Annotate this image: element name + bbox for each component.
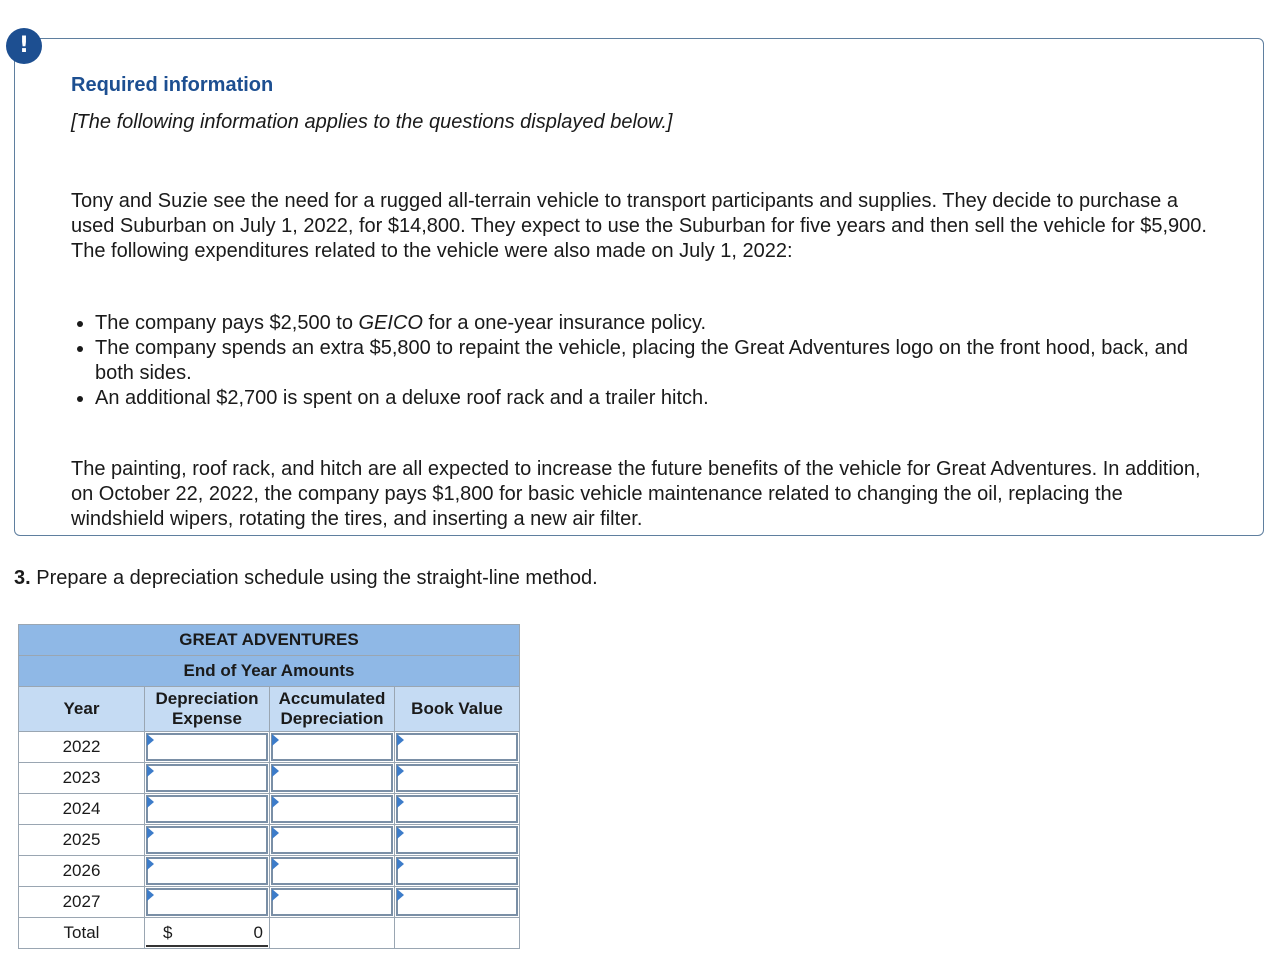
dep-expense-input-2027[interactable] (146, 888, 268, 916)
col-header-book-value: Book Value (395, 687, 520, 732)
table-row (19, 732, 520, 763)
scenario-paragraph-2: The painting, roof rack, and hitch are all expected to increase the future benefits of the vehicle for Great Adventures. In addition, on October 22, 2022, the company pays $1,800 for basic vehicle maintenance related to changing the oil, replacing the windshield wipers, rotating the tires, and inserting a new air filter. (71, 458, 1201, 530)
book-value-input-2025[interactable] (396, 826, 518, 854)
dep-expense-input-2022[interactable] (146, 733, 268, 761)
cell-marker-icon (147, 827, 154, 839)
year-cell: 2023 (19, 763, 145, 794)
col-header-year: Year (19, 687, 145, 732)
cell-marker-icon (272, 765, 279, 777)
dep-expense-input-2023[interactable] (146, 764, 268, 792)
cell-marker-icon (272, 734, 279, 746)
total-value: 0 (253, 923, 263, 942)
table-company-header: GREAT ADVENTURES (19, 625, 520, 656)
cell-marker-icon (272, 858, 279, 870)
required-info-subtitle: [The following information applies to the questions displayed below.] (71, 111, 673, 133)
required-information-box (14, 38, 1264, 536)
total-label: Total (19, 918, 145, 949)
cell-marker-icon (397, 858, 404, 870)
cell-marker-icon (397, 827, 404, 839)
accum-dep-input-2024[interactable] (271, 795, 393, 823)
required-info-title: Required information (71, 74, 274, 96)
year-cell: 2024 (19, 794, 145, 825)
book-value-input-2023[interactable] (396, 764, 518, 792)
dep-expense-input-2026[interactable] (146, 857, 268, 885)
total-accum-empty (270, 918, 395, 949)
cell-marker-icon (397, 796, 404, 808)
table-subtitle-header: End of Year Amounts (19, 656, 520, 687)
cell-marker-icon (272, 889, 279, 901)
year-cell: 2022 (19, 732, 145, 763)
list-item: • An additional $2,700 is spent on a deluxe roof rack and a trailer hitch. (95, 386, 1205, 411)
accum-dep-input-2025[interactable] (271, 826, 393, 854)
table-row (19, 763, 520, 794)
book-value-input-2027[interactable] (396, 888, 518, 916)
scenario-paragraph-1: Tony and Suzie see the need for a rugged all-terrain vehicle to transport participants and supplies. They decide to purchase a used Suburban on July 1, 2022, for $14,800. They expect to use the Suburban for five years and then sell the vehicle for $5,900. The following expenditures related to the vehicle were also made on July 1, 2022: (71, 190, 1207, 262)
cell-marker-icon (147, 734, 154, 746)
table-row (19, 825, 520, 856)
book-value-input-2024[interactable] (396, 795, 518, 823)
col-header-accum-dep: Accumulated Depreciation (270, 687, 395, 732)
cell-marker-icon (272, 796, 279, 808)
year-cell: 2025 (19, 825, 145, 856)
dep-expense-input-2025[interactable] (146, 826, 268, 854)
col-header-dep-expense: Depreciation Expense (145, 687, 270, 732)
cell-marker-icon (147, 796, 154, 808)
currency-symbol: $ (163, 923, 173, 942)
cell-marker-icon (147, 765, 154, 777)
cell-marker-icon (397, 734, 404, 746)
question-3: 3. Prepare a depreciation schedule using the straight-line method. (14, 567, 598, 589)
alert-icon: ! (6, 28, 42, 64)
depreciation-schedule-table (18, 624, 520, 949)
list-item: • The company spends an extra $5,800 to repaint the vehicle, placing the Great Adventures logo on the front hood, back, and both sides. (95, 336, 1205, 386)
cell-marker-icon (397, 889, 404, 901)
year-cell: 2026 (19, 856, 145, 887)
accum-dep-input-2023[interactable] (271, 764, 393, 792)
cell-marker-icon (272, 827, 279, 839)
book-value-input-2026[interactable] (396, 857, 518, 885)
table-row (19, 887, 520, 918)
accum-dep-input-2022[interactable] (271, 733, 393, 761)
book-value-input-2022[interactable] (396, 733, 518, 761)
dep-expense-input-2024[interactable] (146, 795, 268, 823)
total-dep-expense (145, 918, 270, 949)
expenditure-list (71, 311, 1205, 411)
year-cell: 2027 (19, 887, 145, 918)
cell-marker-icon (147, 858, 154, 870)
cell-marker-icon (397, 765, 404, 777)
total-book-empty (395, 918, 520, 949)
accum-dep-input-2026[interactable] (271, 857, 393, 885)
table-row (19, 794, 520, 825)
table-row (19, 856, 520, 887)
cell-marker-icon (147, 889, 154, 901)
list-item: • The company pays $2,500 to GEICO for a one-year insurance policy. (95, 311, 1205, 336)
accum-dep-input-2027[interactable] (271, 888, 393, 916)
table-row-total (19, 918, 520, 949)
